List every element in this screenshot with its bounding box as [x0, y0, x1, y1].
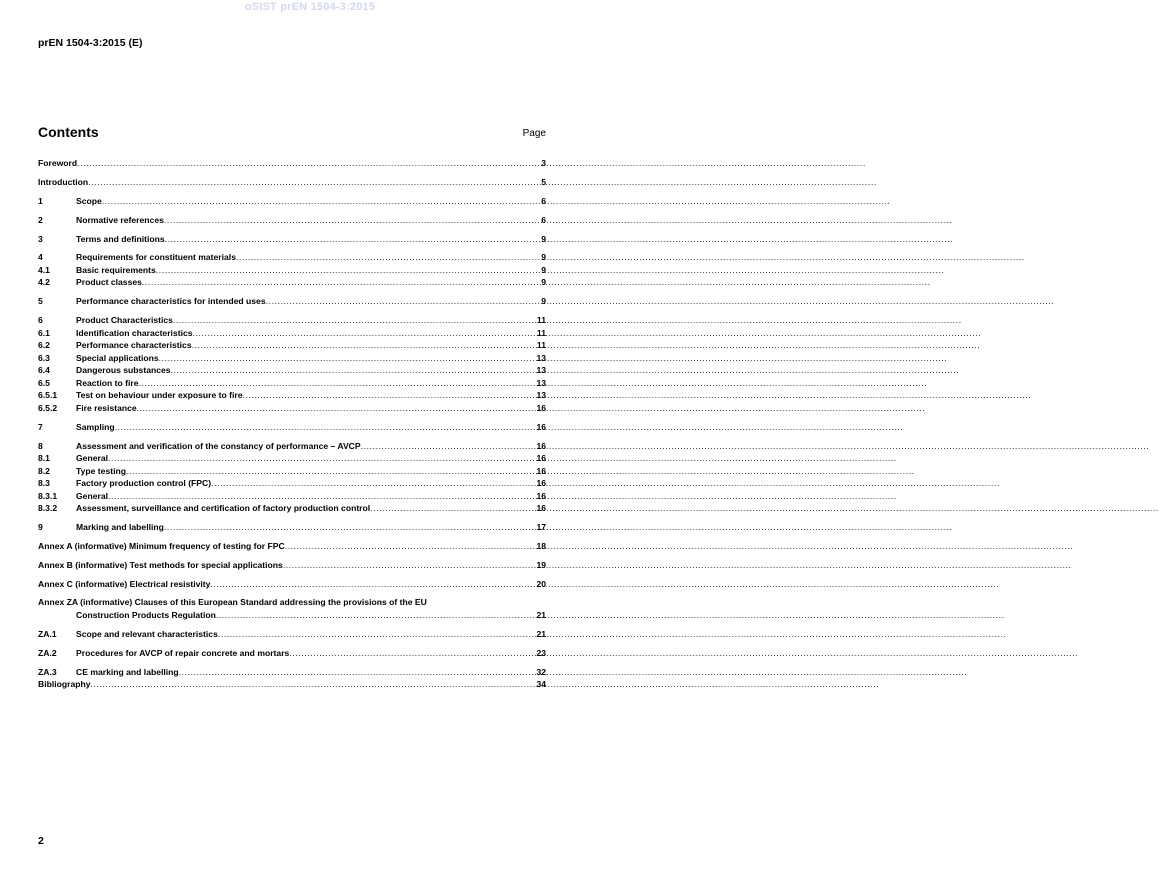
toc-leader: [289, 647, 535, 660]
toc-entry-title: General: [76, 453, 109, 464]
toc-entry[interactable]: [38, 490, 546, 503]
toc-entry-title: CE marking and labelling: [76, 666, 179, 677]
toc-entry-page: 19: [536, 559, 546, 570]
toc-entry-page: 13: [536, 390, 546, 401]
toc-entry-title: Terms and definitions: [76, 233, 165, 244]
toc-entry-page: 9: [541, 264, 546, 275]
toc-entry-title: Normative references: [76, 214, 164, 225]
toc-entry[interactable]: [38, 666, 546, 679]
toc-leader: [216, 609, 536, 622]
toc-entry-title: Foreword: [38, 158, 78, 168]
toc-entry-title: Sampling: [76, 421, 115, 432]
toc-entry-annex-a[interactable]: [38, 540, 546, 553]
toc-entry-title: Annex C (informative) Electrical resistivity: [38, 578, 211, 589]
toc-leader: [164, 521, 536, 534]
toc-entry-page: 13: [536, 377, 546, 388]
toc-entry-title: Basic requirements: [76, 264, 156, 275]
toc-leader: [173, 314, 536, 327]
toc-entry[interactable]: [38, 276, 546, 289]
toc-entry[interactable]: [38, 440, 546, 453]
toc-entry[interactable]: [38, 327, 546, 340]
toc-entry-title: Factory production control (FPC): [76, 478, 212, 489]
toc-entry[interactable]: [38, 195, 546, 208]
toc-entry-page: 13: [536, 365, 546, 376]
toc-entry[interactable]: [38, 339, 546, 352]
toc-entry[interactable]: [38, 233, 546, 246]
toc-leader: [211, 477, 535, 490]
toc-entry-page: 9: [541, 233, 546, 244]
toc-entry-number: 2: [38, 214, 43, 225]
toc-entry-title: Test on behaviour under exposure to fire: [76, 390, 243, 401]
toc-entry[interactable]: [38, 264, 546, 277]
toc-entry-title: General: [76, 490, 109, 501]
toc-entry-page: 20: [536, 578, 546, 589]
contents-title: Contents: [38, 124, 99, 140]
toc-entry-annex-c[interactable]: [38, 578, 546, 591]
toc-entry-annex-b[interactable]: [38, 559, 546, 572]
toc-entry-page: 17: [536, 521, 546, 532]
toc-entry-title: Dangerous substances: [76, 365, 171, 376]
toc-entry-number: 8.2: [38, 465, 50, 476]
toc-leader: [285, 540, 536, 553]
toc-entry-title: Scope and relevant characteristics: [76, 628, 218, 639]
toc-entry[interactable]: [38, 421, 546, 434]
toc-entry-title: Performance characteristics for intended uses: [76, 296, 266, 307]
toc-entry-number: 9: [38, 521, 43, 532]
toc-entry-number: 6: [38, 315, 43, 326]
page-column-heading: Page: [522, 128, 546, 139]
toc-entry[interactable]: [38, 389, 546, 402]
toc-leader: [137, 402, 536, 415]
toc-entry[interactable]: [38, 647, 546, 660]
toc-leader: [142, 276, 540, 289]
toc-entry[interactable]: [38, 521, 546, 534]
toc-leader: [159, 352, 536, 365]
toc-entry-number: 6.5.2: [38, 402, 58, 413]
toc-entry-number: 4.2: [38, 277, 50, 288]
toc-leader: [193, 327, 536, 340]
toc-entry-title: Annex B (informative) Test methods for special applications: [38, 559, 283, 570]
toc-entry-number: 8.3: [38, 478, 50, 489]
toc-entry[interactable]: [38, 402, 546, 415]
toc-entry-number: 6.3: [38, 352, 50, 363]
toc-entry-page: 16: [536, 402, 546, 413]
toc-leader: [210, 578, 535, 591]
toc-entry-page: 21: [536, 609, 546, 620]
toc-entry-title: Assessment, surveillance and certification of factory production control: [76, 503, 371, 514]
toc-entry-page: 11: [536, 327, 546, 338]
toc-entry-number: 6.5: [38, 377, 50, 388]
toc-leader: [126, 465, 535, 478]
toc-entry[interactable]: [38, 502, 546, 515]
toc-entry-foreword[interactable]: [38, 157, 546, 170]
toc-entry[interactable]: [38, 377, 546, 390]
toc-entry-page: 16: [536, 453, 546, 464]
toc-entry-title: Annex A (informative) Minimum frequency of testing for FPC: [38, 540, 285, 551]
toc-leader: [88, 176, 540, 189]
toc-leader: [243, 389, 536, 402]
toc-leader: [77, 157, 540, 170]
toc-entry-page: 11: [536, 315, 546, 326]
toc-entry-title: Procedures for AVCP of repair concrete and mortars: [76, 647, 290, 658]
toc-entry-title: Introduction: [38, 176, 89, 187]
toc-leader: [164, 214, 540, 227]
toc-entry-page: 32: [536, 666, 546, 677]
toc-entry[interactable]: [38, 295, 546, 308]
toc-entry[interactable]: [38, 352, 546, 365]
toc-entry-title: Special applications: [76, 352, 159, 363]
toc-entry-title: Assessment and verification of the constancy of performance – AVCP: [76, 440, 361, 451]
toc-entry-number: 8.3.1: [38, 490, 58, 501]
toc-entry-number: 1: [38, 195, 43, 206]
toc-entry-number: 4.1: [38, 264, 50, 275]
toc-entry-title: Fire resistance: [76, 402, 137, 413]
toc-entry-number: 8.1: [38, 453, 50, 464]
toc-entry-annex-za[interactable]: [38, 596, 546, 609]
toc-entry-page: 6: [541, 214, 546, 225]
toc-leader: [236, 251, 540, 264]
toc-entry-number: 8: [38, 440, 43, 451]
toc-entry-title: Annex ZA (informative) Clauses of this European Standard addressing the provisions of the EU: [38, 597, 427, 608]
toc-entry-number: 6.4: [38, 365, 50, 376]
toc-entry[interactable]: [38, 314, 546, 327]
toc-entry-page: 16: [536, 478, 546, 489]
toc-entry-title: Product classes: [76, 277, 142, 288]
toc-entry-page: 9: [541, 277, 546, 288]
toc-entry-title: Type testing: [76, 465, 126, 476]
toc-entry-number: ZA.2: [38, 647, 57, 658]
toc-entry-number: 6.5.1: [38, 390, 58, 401]
toc-entry-page: 16: [536, 421, 546, 432]
toc-entry-number: 6.1: [38, 327, 50, 338]
toc-leader: [370, 502, 535, 515]
toc-entry-number: 6.2: [38, 340, 50, 351]
toc-leader: [102, 195, 540, 208]
toc-leader: [283, 559, 536, 572]
toc-entry-number: 3: [38, 233, 43, 244]
toc-entry[interactable]: [38, 628, 546, 641]
toc-entry[interactable]: [38, 465, 546, 478]
toc-entry-title: Requirements for constituent materials: [76, 252, 236, 263]
toc-entry-page: 3: [541, 158, 546, 168]
toc-entry-page: 9: [541, 252, 546, 263]
toc-entry[interactable]: [38, 452, 546, 465]
toc-entry-page: 13: [536, 352, 546, 363]
toc-leader: [115, 421, 536, 434]
toc-entry-number: 4: [38, 252, 43, 263]
toc-entry-page: 21: [536, 628, 546, 639]
toc-entry-page: 18: [536, 540, 546, 551]
toc-leader: [171, 364, 536, 377]
toc-leader: [266, 295, 541, 308]
document-id: prEN 1504-3:2015 (E): [38, 37, 143, 49]
toc-leader: [218, 628, 536, 641]
toc-entry-introduction[interactable]: [38, 176, 546, 189]
toc-entry-page: 23: [536, 647, 546, 658]
toc-entry-number: ZA.3: [38, 666, 57, 677]
toc-entry-page: 16: [536, 440, 546, 451]
toc-entry[interactable]: [38, 251, 546, 264]
toc-entry[interactable]: [38, 214, 546, 227]
toc-entry-title-continued: Construction Products Regulation: [76, 609, 216, 620]
table-of-contents: [38, 157, 546, 691]
page-number: 2: [38, 835, 44, 847]
toc-leader: [179, 666, 536, 679]
toc-leader: [156, 264, 540, 277]
toc-entry-number: 7: [38, 421, 43, 432]
watermark: oSIST prEN 1504-3:2015: [244, 1, 376, 13]
toc-entry-bibliography[interactable]: [38, 678, 546, 691]
toc-leader: [361, 440, 536, 453]
toc-entry-page: 34: [536, 679, 546, 690]
toc-entry-title: Reaction to fire: [76, 377, 139, 388]
toc-leader: [192, 339, 536, 352]
toc-entry-page: 16: [536, 490, 546, 501]
toc-leader: [108, 490, 535, 503]
toc-entry-number: 5: [38, 296, 43, 307]
toc-entry-page: 6: [541, 195, 546, 206]
toc-entry-title: Product Characteristics: [76, 315, 173, 326]
toc-entry-annex-za-cont[interactable]: [38, 609, 546, 622]
toc-entry[interactable]: [38, 477, 546, 490]
toc-entry-page: 16: [536, 503, 546, 514]
toc-entry-title: Performance characteristics: [76, 340, 192, 351]
toc-entry-page: 9: [541, 296, 546, 307]
toc-entry-number: ZA.1: [38, 628, 57, 639]
toc-entry-number: 8.3.2: [38, 503, 58, 514]
toc-entry-page: 5: [541, 176, 546, 187]
toc-leader: [108, 452, 535, 465]
toc-leader: [165, 233, 541, 246]
toc-entry[interactable]: [38, 364, 546, 377]
toc-entry-page: 16: [536, 465, 546, 476]
toc-entry-page: 11: [536, 340, 546, 351]
toc-entry-title: Scope: [76, 195, 102, 206]
toc-entry-title: Bibliography: [38, 679, 91, 690]
toc-leader: [139, 377, 536, 390]
toc-leader: [91, 678, 536, 691]
toc-entry-title: Identification characteristics: [76, 327, 193, 338]
toc-entry-title: Marking and labelling: [76, 521, 164, 532]
